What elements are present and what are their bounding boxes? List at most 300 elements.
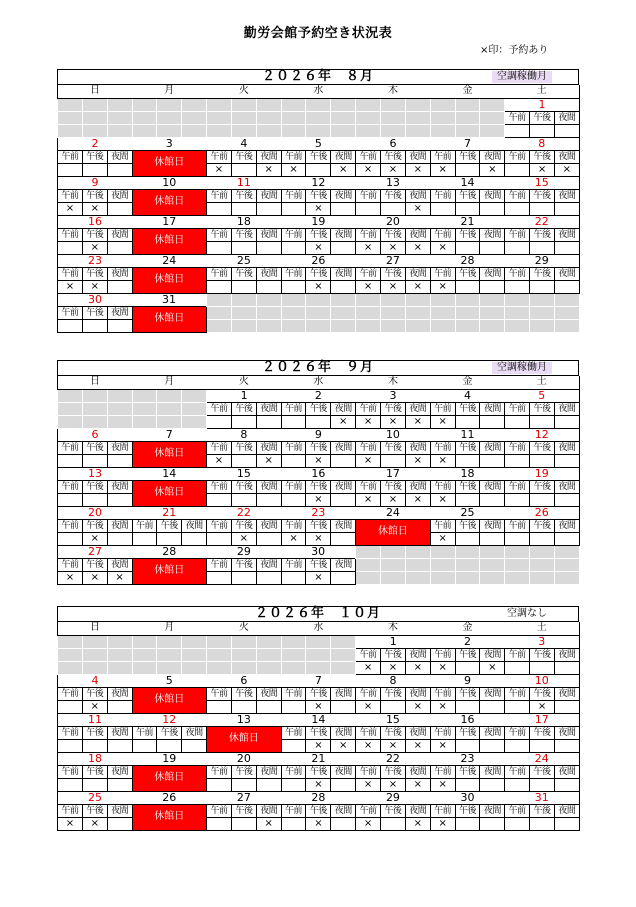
slot-available [207, 241, 232, 254]
slot-available [157, 739, 182, 752]
reserved-mark: × [306, 493, 331, 506]
slot-label: 午前 [281, 267, 306, 280]
slot-label: 夜間 [554, 765, 579, 778]
day-number: 12 [281, 176, 356, 189]
reserved-mark: × [430, 493, 455, 506]
slot-label: 午後 [306, 687, 331, 700]
slot-label: 夜間 [256, 765, 281, 778]
reserved-mark: × [356, 661, 381, 674]
empty-cell [231, 648, 256, 661]
empty-cell [356, 319, 381, 332]
empty-cell [306, 306, 331, 319]
ac-status-badge: 空調稼働月 [492, 71, 552, 83]
slot-available [281, 817, 306, 830]
slot-label: 午前 [430, 402, 455, 415]
slot-label: 夜間 [331, 228, 356, 241]
slot-available [455, 163, 480, 176]
slot-label: 午後 [455, 804, 480, 817]
empty-cell [505, 306, 530, 319]
reserved-mark: × [356, 700, 381, 713]
slot-label: 午後 [530, 228, 555, 241]
day-number: 29 [505, 254, 580, 267]
empty-cell [480, 111, 505, 124]
reserved-mark: × [356, 778, 381, 791]
slot-available [182, 739, 207, 752]
empty-cell [381, 111, 406, 124]
slot-available [331, 454, 356, 467]
day-number: 11 [430, 428, 505, 441]
slot-label: 夜間 [480, 228, 505, 241]
slot-available [331, 817, 356, 830]
empty-cell [554, 545, 579, 558]
empty-cell [356, 293, 381, 306]
slot-available [281, 778, 306, 791]
slot-available [480, 739, 505, 752]
calendar-grid [57, 622, 580, 831]
slot-available [530, 124, 555, 137]
closed-day-badge: 休館日 [132, 687, 207, 713]
reserved-mark: × [356, 163, 381, 176]
empty-cell [281, 648, 306, 661]
slot-label: 午前 [281, 726, 306, 739]
day-number: 2 [281, 389, 356, 402]
slot-available [107, 493, 132, 506]
day-number: 30 [430, 791, 505, 804]
slot-available [530, 202, 555, 215]
reserved-mark: × [331, 415, 356, 428]
empty-cell [356, 124, 381, 137]
slot-available [554, 700, 579, 713]
slot-available [107, 700, 132, 713]
empty-cell [505, 545, 530, 558]
empty-cell [356, 111, 381, 124]
slot-available [505, 415, 530, 428]
day-number: 9 [58, 176, 133, 189]
slot-available [82, 454, 107, 467]
slot-available [530, 280, 555, 293]
empty-cell [107, 415, 132, 428]
empty-cell [281, 635, 306, 648]
slot-label: 夜間 [554, 480, 579, 493]
slot-available [58, 241, 83, 254]
empty-cell [554, 306, 579, 319]
slot-label: 夜間 [554, 150, 579, 163]
slot-label: 午前 [58, 189, 83, 202]
day-number: 18 [430, 467, 505, 480]
empty-cell [306, 635, 331, 648]
reserved-mark: × [231, 532, 256, 545]
empty-cell [430, 111, 455, 124]
slot-available [480, 778, 505, 791]
calendar-grid [57, 85, 580, 333]
slot-available [132, 739, 157, 752]
slot-label: 夜間 [480, 150, 505, 163]
reserved-mark: × [430, 661, 455, 674]
slot-available [331, 700, 356, 713]
reserved-mark: × [207, 454, 232, 467]
closed-day-badge: 休館日 [356, 519, 431, 545]
empty-cell [480, 319, 505, 332]
day-number: 27 [356, 254, 431, 267]
slot-available [107, 202, 132, 215]
slot-label: 午前 [281, 519, 306, 532]
day-number: 12 [132, 713, 207, 726]
empty-cell [256, 648, 281, 661]
empty-cell [281, 124, 306, 137]
day-number: 14 [430, 176, 505, 189]
day-number: 13 [58, 467, 133, 480]
slot-label: 夜間 [107, 687, 132, 700]
slot-label: 午後 [455, 150, 480, 163]
slot-available [505, 163, 530, 176]
day-number: 14 [132, 467, 207, 480]
slot-available [530, 661, 555, 674]
day-number: 20 [356, 215, 431, 228]
day-number: 17 [505, 713, 580, 726]
weekday-header: 金 [430, 376, 505, 389]
reserved-mark: × [405, 700, 430, 713]
slot-available [107, 319, 132, 332]
slot-available [281, 454, 306, 467]
day-number: 9 [281, 428, 356, 441]
slot-available [505, 532, 530, 545]
day-number: 16 [430, 713, 505, 726]
slot-label: 夜間 [331, 804, 356, 817]
empty-cell [480, 124, 505, 137]
slot-label: 午後 [381, 726, 406, 739]
day-number: 6 [207, 674, 282, 687]
slot-label: 夜間 [331, 726, 356, 739]
empty-cell [480, 98, 505, 111]
slot-label: 午後 [381, 189, 406, 202]
reserved-mark: × [405, 493, 430, 506]
slot-label: 午前 [430, 480, 455, 493]
empty-cell [554, 293, 579, 306]
slot-label: 夜間 [107, 150, 132, 163]
day-number: 23 [430, 752, 505, 765]
reserved-mark: × [405, 415, 430, 428]
slot-label: 午前 [281, 480, 306, 493]
slot-label: 午前 [281, 441, 306, 454]
slot-available [107, 280, 132, 293]
slot-label: 夜間 [405, 687, 430, 700]
day-number: 24 [505, 752, 580, 765]
slot-available [281, 493, 306, 506]
slot-label: 午後 [455, 189, 480, 202]
day-number: 13 [207, 713, 282, 726]
empty-cell [430, 124, 455, 137]
slot-label: 夜間 [480, 765, 505, 778]
slot-label: 午前 [505, 519, 530, 532]
reserved-mark: × [306, 202, 331, 215]
reserved-mark: × [58, 571, 83, 584]
day-number: 8 [505, 137, 580, 150]
reserved-mark: × [281, 163, 306, 176]
slot-label: 午前 [505, 726, 530, 739]
reserved-mark: × [405, 241, 430, 254]
slot-available [182, 532, 207, 545]
closed-day-badge: 休館日 [132, 228, 207, 254]
empty-cell [331, 98, 356, 111]
slot-available [256, 778, 281, 791]
slot-label: 夜間 [405, 480, 430, 493]
weekday-header: 金 [430, 622, 505, 635]
slot-available [554, 661, 579, 674]
day-number: 6 [356, 137, 431, 150]
reserved-mark: × [256, 163, 281, 176]
empty-cell [207, 111, 232, 124]
slot-available [82, 493, 107, 506]
day-number: 7 [281, 674, 356, 687]
slot-label: 午前 [430, 228, 455, 241]
day-number: 13 [356, 176, 431, 189]
closed-day-badge: 休館日 [132, 558, 207, 584]
slot-label: 午後 [306, 402, 331, 415]
slot-label: 午後 [82, 804, 107, 817]
empty-cell [455, 319, 480, 332]
day-number: 7 [430, 137, 505, 150]
slot-available [530, 778, 555, 791]
day-number: 3 [356, 389, 431, 402]
empty-cell [182, 98, 207, 111]
empty-cell [430, 306, 455, 319]
slot-available [107, 163, 132, 176]
reserved-mark: × [306, 241, 331, 254]
reserved-mark: × [381, 415, 406, 428]
reserved-mark: × [306, 532, 331, 545]
slot-label: 夜間 [331, 687, 356, 700]
slot-label: 夜間 [480, 441, 505, 454]
empty-cell [381, 558, 406, 571]
reserved-mark: × [430, 241, 455, 254]
reserved-mark: × [82, 202, 107, 215]
empty-cell [82, 661, 107, 674]
slot-label: 午前 [58, 558, 83, 571]
slot-label: 夜間 [405, 267, 430, 280]
slot-label: 夜間 [107, 726, 132, 739]
slot-available [207, 700, 232, 713]
empty-cell [107, 648, 132, 661]
slot-available [207, 778, 232, 791]
slot-label: 午後 [381, 687, 406, 700]
slot-label: 午前 [430, 687, 455, 700]
slot-label: 午後 [82, 687, 107, 700]
slot-label: 午後 [82, 267, 107, 280]
reserved-mark: × [356, 241, 381, 254]
slot-label: 午後 [381, 480, 406, 493]
slot-available [231, 454, 256, 467]
slot-label: 夜間 [256, 519, 281, 532]
empty-cell [480, 545, 505, 558]
empty-cell [530, 319, 555, 332]
slot-label: 午前 [356, 765, 381, 778]
slot-label: 午後 [381, 267, 406, 280]
reserved-mark: × [381, 661, 406, 674]
slot-available [331, 202, 356, 215]
empty-cell [281, 306, 306, 319]
empty-cell [256, 111, 281, 124]
empty-cell [306, 661, 331, 674]
slot-available [480, 454, 505, 467]
empty-cell [405, 293, 430, 306]
empty-cell [505, 571, 530, 584]
day-number: 19 [132, 752, 207, 765]
slot-available [455, 454, 480, 467]
slot-label: 午前 [281, 402, 306, 415]
slot-label: 夜間 [554, 648, 579, 661]
day-number: 3 [505, 635, 580, 648]
empty-cell [430, 558, 455, 571]
day-number: 22 [207, 506, 282, 519]
empty-cell [157, 635, 182, 648]
slot-label: 午前 [505, 111, 530, 124]
reserved-mark: × [82, 571, 107, 584]
weekday-header: 火 [207, 85, 282, 98]
slot-label: 午前 [430, 150, 455, 163]
slot-label: 午後 [231, 267, 256, 280]
slot-available [281, 202, 306, 215]
slot-available [207, 415, 232, 428]
slot-label: 午後 [530, 726, 555, 739]
slot-label: 午前 [132, 519, 157, 532]
slot-available [554, 532, 579, 545]
empty-cell [306, 98, 331, 111]
weekday-header: 水 [281, 622, 356, 635]
weekday-header: 木 [356, 85, 431, 98]
empty-cell [58, 98, 83, 111]
slot-label: 夜間 [256, 150, 281, 163]
empty-cell [306, 648, 331, 661]
slot-label: 午前 [281, 765, 306, 778]
empty-cell [256, 293, 281, 306]
slot-available [505, 202, 530, 215]
closed-day-badge: 休館日 [132, 267, 207, 293]
weekday-header: 水 [281, 85, 356, 98]
slot-available [356, 202, 381, 215]
slot-label: 午後 [530, 267, 555, 280]
slot-available [554, 817, 579, 830]
slot-label: 午前 [505, 687, 530, 700]
slot-available [455, 202, 480, 215]
slot-label: 夜間 [182, 726, 207, 739]
slot-available [82, 319, 107, 332]
slot-available [331, 493, 356, 506]
slot-label: 午後 [530, 441, 555, 454]
weekday-header: 日 [58, 85, 133, 98]
day-number: 28 [132, 545, 207, 558]
reserved-mark: × [306, 700, 331, 713]
closed-day-badge: 休館日 [132, 480, 207, 506]
slot-available [231, 280, 256, 293]
slot-label: 午前 [58, 306, 83, 319]
day-number: 30 [281, 545, 356, 558]
weekday-header: 月 [132, 85, 207, 98]
empty-cell [107, 111, 132, 124]
empty-cell [231, 124, 256, 137]
reserved-mark: × [306, 778, 331, 791]
slot-label: 午後 [82, 306, 107, 319]
slot-label: 夜間 [480, 687, 505, 700]
slot-label: 夜間 [480, 267, 505, 280]
slot-label: 午後 [530, 765, 555, 778]
slot-label: 午前 [430, 804, 455, 817]
weekday-header: 日 [58, 622, 133, 635]
day-number: 21 [281, 752, 356, 765]
empty-cell [132, 402, 157, 415]
closed-day-badge: 休館日 [132, 189, 207, 215]
slot-available [58, 532, 83, 545]
slot-available [455, 241, 480, 254]
slot-available [455, 532, 480, 545]
slot-available [231, 493, 256, 506]
slot-label: 午後 [231, 804, 256, 817]
weekday-header: 木 [356, 376, 431, 389]
slot-available [107, 454, 132, 467]
empty-cell [207, 648, 232, 661]
empty-cell [331, 111, 356, 124]
slot-available [231, 817, 256, 830]
day-number: 20 [207, 752, 282, 765]
slot-available [554, 202, 579, 215]
slot-label: 午後 [455, 519, 480, 532]
slot-available [107, 817, 132, 830]
weekday-header: 火 [207, 376, 282, 389]
empty-cell [256, 124, 281, 137]
slot-available [256, 202, 281, 215]
empty-cell [132, 648, 157, 661]
day-number: 26 [281, 254, 356, 267]
empty-cell [381, 545, 406, 558]
empty-cell [505, 319, 530, 332]
day-number: 19 [281, 215, 356, 228]
slot-label: 午前 [505, 480, 530, 493]
slot-label: 夜間 [554, 189, 579, 202]
empty-cell [430, 293, 455, 306]
day-number: 14 [281, 713, 356, 726]
empty-cell [207, 319, 232, 332]
reserved-mark: × [430, 700, 455, 713]
slot-label: 夜間 [331, 402, 356, 415]
slot-label: 午後 [381, 402, 406, 415]
empty-cell [157, 648, 182, 661]
empty-cell [82, 648, 107, 661]
slot-available [231, 778, 256, 791]
empty-cell [554, 571, 579, 584]
slot-label: 夜間 [480, 480, 505, 493]
slot-label: 夜間 [256, 558, 281, 571]
slot-label: 夜間 [107, 804, 132, 817]
slot-available [480, 241, 505, 254]
empty-cell [207, 306, 232, 319]
slot-label: 夜間 [554, 228, 579, 241]
slot-label: 午後 [381, 648, 406, 661]
slot-available [554, 778, 579, 791]
day-number: 28 [430, 254, 505, 267]
weekday-header: 金 [430, 85, 505, 98]
slot-label: 午後 [231, 189, 256, 202]
reserved-mark: × [381, 163, 406, 176]
day-number: 1 [207, 389, 282, 402]
slot-available [281, 241, 306, 254]
slot-label: 夜間 [107, 558, 132, 571]
reserved-mark: × [530, 163, 555, 176]
slot-available [505, 241, 530, 254]
empty-cell [82, 389, 107, 402]
empty-cell [132, 124, 157, 137]
day-number: 5 [132, 674, 207, 687]
slot-label: 午後 [306, 480, 331, 493]
empty-cell [530, 545, 555, 558]
